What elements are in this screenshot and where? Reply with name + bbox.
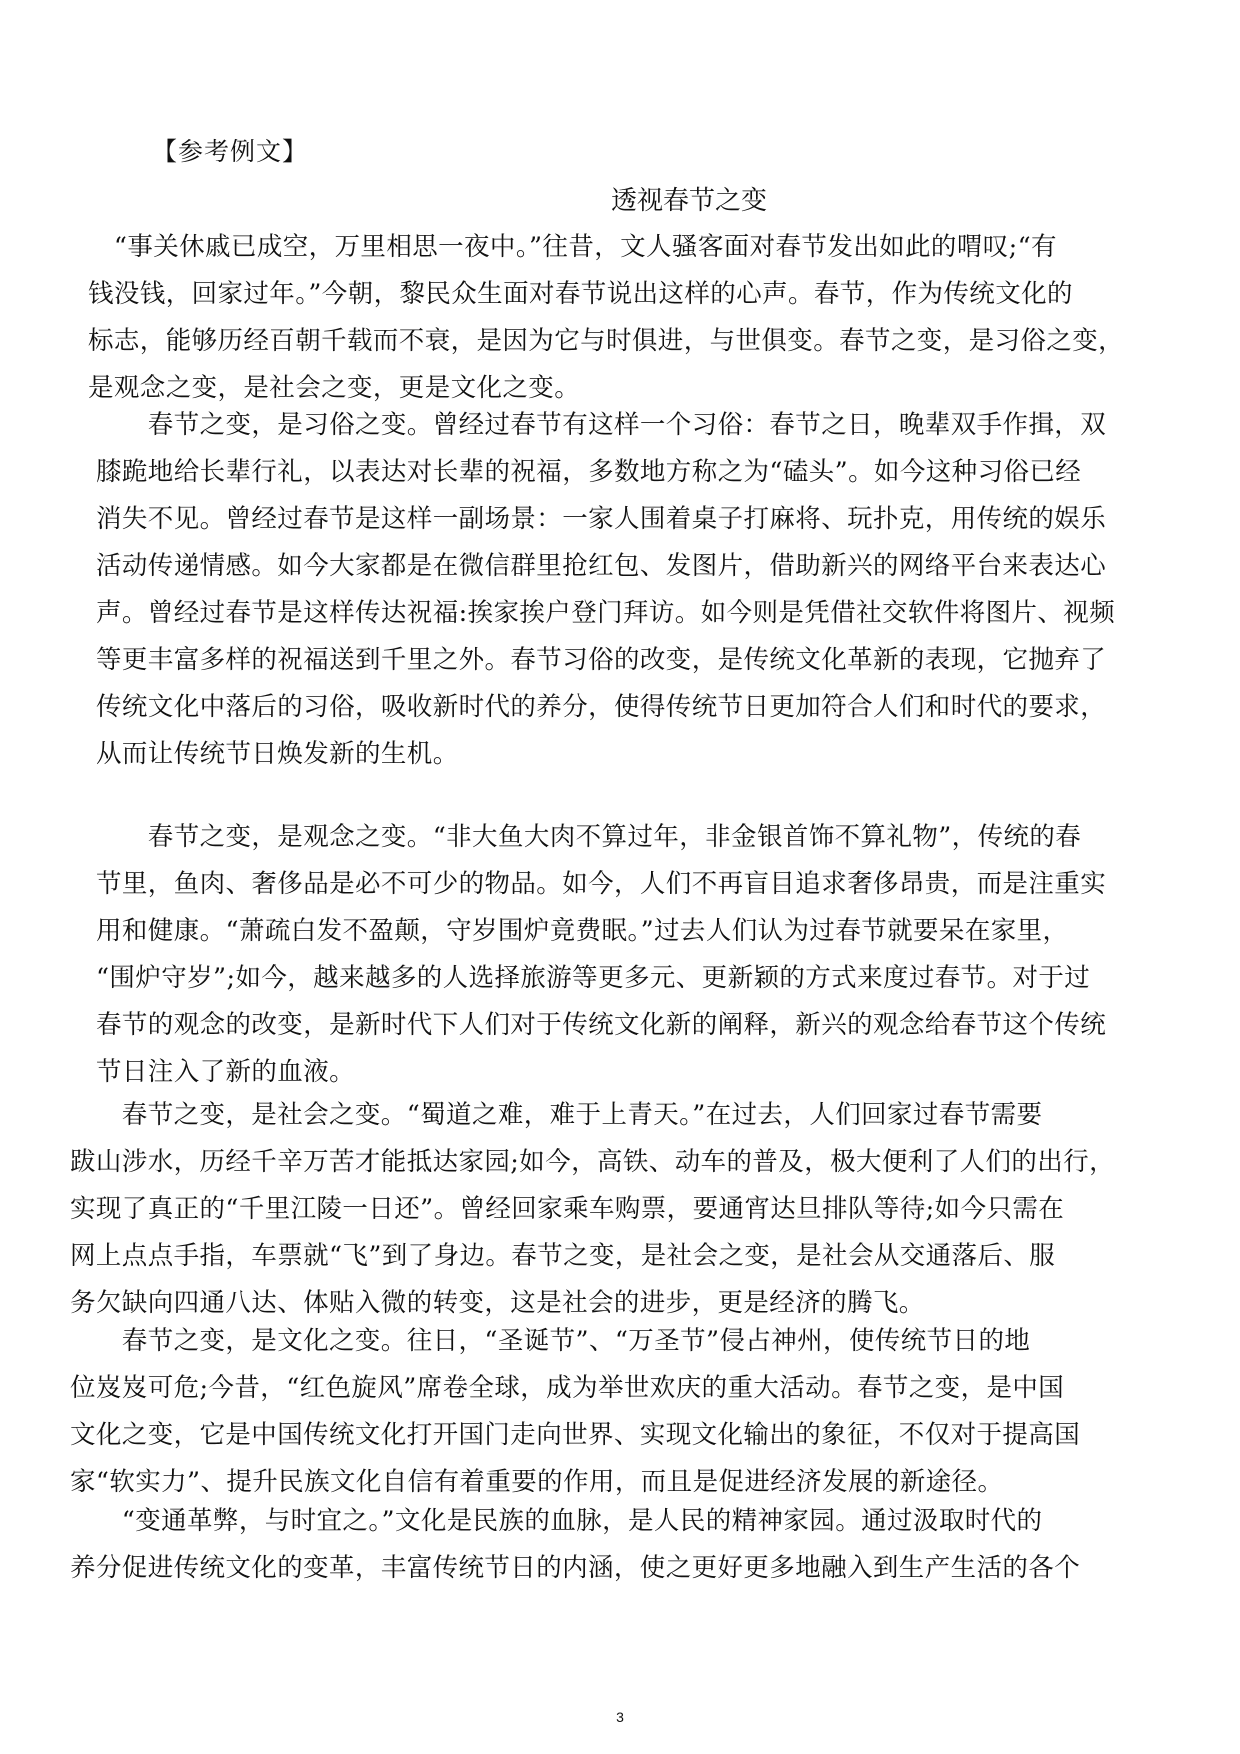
text-line: 家“软实力”、提升民族文化自信有着重要的作用，而且是促进经济发展的新途径。 [70, 1467, 1004, 1497]
text-line: 节里，鱼肉、奢侈品是必不可少的物品。如今，人们不再盲目追求奢侈昂贵，而是注重实 [96, 869, 1107, 899]
text-line: 春节之变，是习俗之变。曾经过春节有这样一个习俗：春节之日，晚辈双手作揖，双 [96, 410, 1107, 440]
text-line: 等更丰富多样的祝福送到千里之外。春节习俗的改变，是传统文化革新的表现，它抛弃了 [96, 645, 1107, 675]
paragraph [70, 1498, 1081, 1592]
text-line: 是观念之变，是社会之变，更是文化之变。 [88, 373, 581, 403]
text-line: 春节之变，是社会之变。“蜀道之难，难于上青天。”在过去，人们回家过春节需要 [70, 1100, 1043, 1130]
text-line: 春节之变，是文化之变。往日，“圣诞节”、“万圣节”侵占神州，使传统节日的地 [70, 1326, 1031, 1356]
text-line: 务欠缺向四通八达、体贴入微的转变，这是社会的进步，更是经济的腾飞。 [70, 1288, 925, 1318]
text-line: 用和健康。“萧疏白发不盈颠，守岁围炉竟费眠。”过去人们认为过春节就要呆在家里， [96, 916, 1069, 946]
text-line: 实现了真正的“千里江陵一日还”。曾经回家乘车购票，要通宵达旦排队等待;如今只需在 [70, 1194, 1065, 1224]
text-line: 春节的观念的改变，是新时代下人们对于传统文化新的阐释，新兴的观念给春节这个传统 [96, 1010, 1107, 1040]
text-line: 消失不见。曾经过春节是这样一副场景：一家人围着桌子打麻将、玩扑克，用传统的娱乐 [96, 504, 1107, 534]
text-line: “围炉守岁”;如今，越来越多的人选择旅游等更多元、更新颖的方式来度过春节。对于过 [96, 963, 1091, 993]
text-line: 活动传递情感。如今大家都是在微信群里抢红包、发图片，借助新兴的网络平台来表达心 [96, 551, 1107, 581]
paragraph [88, 224, 1125, 412]
text-line: 传统文化中落后的习俗，吸收新时代的养分，使得传统节日更加符合人们和时代的要求， [96, 692, 1107, 722]
paragraph [96, 814, 1107, 1096]
text-line: 膝跪地给长辈行礼，以表达对长辈的祝福，多数地方称之为“磕头”。如今这种习俗已经 [96, 457, 1082, 487]
text-line: 网上点点手指，车票就“飞”到了身边。春节之变，是社会之变，是社会从交通落后、服 [70, 1241, 1056, 1271]
paragraph [70, 1318, 1081, 1506]
text-line: 春节之变，是观念之变。“非大鱼大肉不算过年，非金银首饰不算礼物”，传统的春 [96, 822, 1082, 852]
paragraph [70, 1092, 1115, 1327]
text-line: 声。曾经过春节是这样传达祝福:挨家挨户登门拜访。如今则是凭借社交软件将图片、视频 [96, 598, 1116, 628]
paragraph [96, 402, 1116, 778]
text-line: 跋山涉水，历经千辛万苦才能抵达家园;如今，高铁、动车的普及，极大便利了人们的出行， [70, 1147, 1115, 1177]
text-line: 标志，能够历经百朝千载而不衰，是因为它与时俱进，与世俱变。春节之变，是习俗之变， [88, 326, 1125, 356]
text-line: “变通革弊，与时宜之。”文化是民族的血脉，是人民的精神家园。通过汲取时代的 [70, 1506, 1043, 1536]
text-line: 位岌岌可危;今昔，“红色旋风”席卷全球，成为举世欢庆的重大活动。春节之变，是中国 [70, 1373, 1065, 1403]
text-line: 节日注入了新的血液。 [96, 1057, 356, 1087]
text-line: 文化之变，它是中国传统文化打开国门走向世界、实现文化输出的象征，不仅对于提高国 [70, 1420, 1081, 1450]
text-line: 从而让传统节日焕发新的生机。 [96, 739, 459, 769]
section-label: 【参考例文】 [152, 137, 309, 166]
page-number: 3 [616, 1709, 624, 1725]
text-line: 钱没钱，回家过年。”今朝，黎民众生面对春节说出这样的心声。春节，作为传统文化的 [88, 279, 1073, 309]
essay-title: 透视春节之变 [610, 186, 767, 216]
text-line: 养分促进传统文化的变革，丰富传统节日的内涵，使之更好更多地融入到生产生活的各个 [70, 1553, 1081, 1583]
text-line: “事关休戚已成空，万里相思一夜中。”往昔，文人骚客面对春节发出如此的喟叹;“有 [88, 232, 1057, 262]
